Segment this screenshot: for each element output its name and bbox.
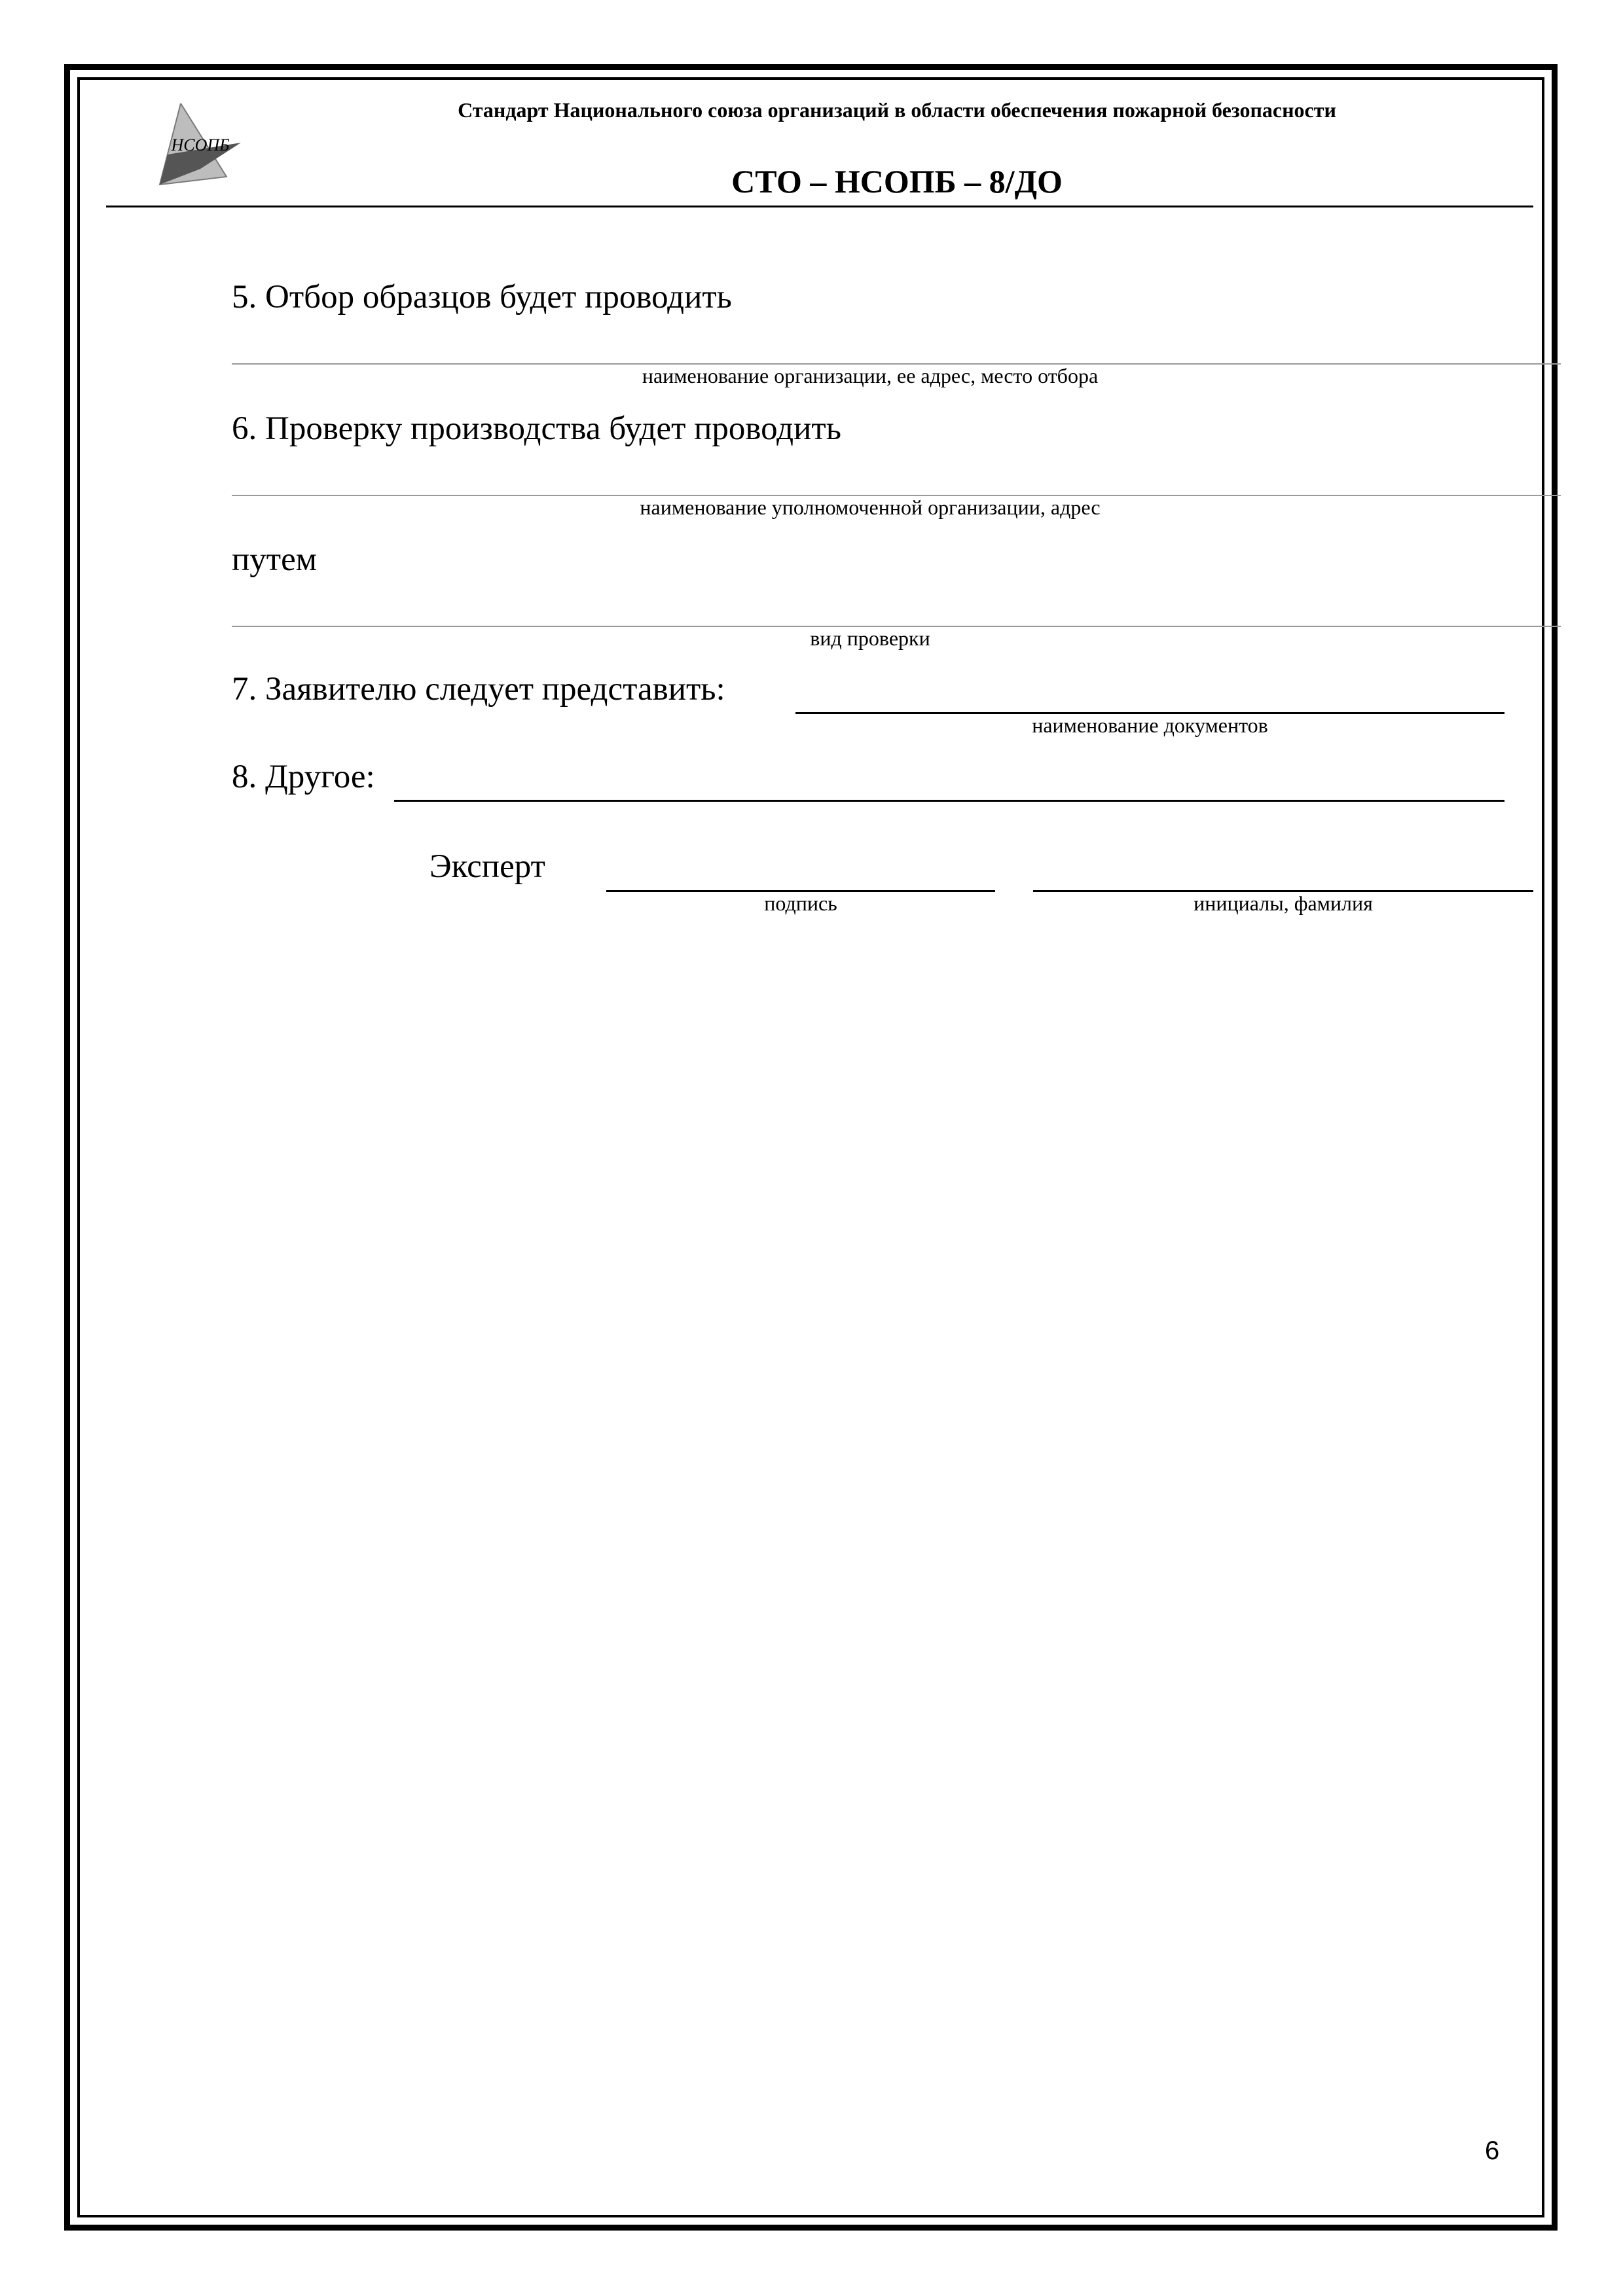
documents-hint: наименование документов: [1032, 713, 1268, 737]
page-frame-inner: [77, 77, 1544, 2217]
name-hint: инициалы, фамилия: [1194, 891, 1373, 915]
header-divider: [106, 206, 1533, 207]
inspection-label: 6. Проверку производства будет проводить: [232, 410, 841, 447]
organization-title: Стандарт Национального союза организаций в области обеспечения пожарной безопасности: [458, 98, 1336, 122]
documents-label: 7. Заявителю следует представить:: [232, 671, 725, 708]
nsopb-logo: [155, 103, 246, 188]
standard-code: СТО – НСОПБ – 8/ДО: [731, 163, 1063, 200]
signature-hint: подпись: [764, 891, 837, 915]
page-number: 6: [1485, 2136, 1500, 2165]
expert-label: Эксперт: [429, 848, 545, 885]
sampling-hint: наименование организации, ее адрес, место отбора: [642, 364, 1099, 387]
inspection-hint: наименование уполномоченной организации, адрес: [640, 495, 1101, 519]
other-fill-line[interactable]: [394, 800, 1504, 802]
other-label: 8. Другое:: [232, 759, 375, 795]
method-hint: вид проверки: [810, 626, 930, 650]
sampling-label: 5. Отбор образцов будет проводить: [232, 279, 732, 315]
method-label: путем: [232, 541, 317, 578]
logo-text: НСОПБ: [171, 135, 230, 154]
